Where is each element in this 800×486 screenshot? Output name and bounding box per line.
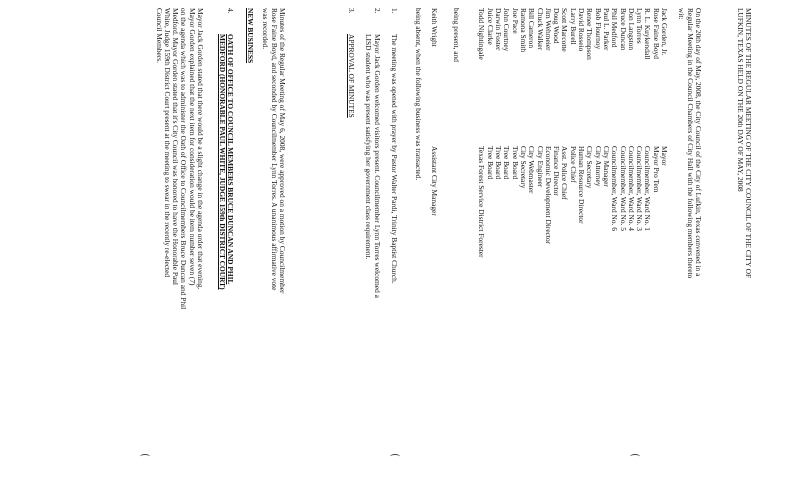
approval-heading: APPROVAL OF MINUTES [347,34,357,118]
member-title: City Secretary [585,146,595,189]
member-name: Don Langston [626,8,636,51]
member-name: Darwin Foster [494,8,504,51]
member-name: Bill Cameron [527,8,537,49]
approval-paragraph [261,8,286,468]
agenda-item-3 [347,8,355,478]
oath-heading-line-1: OATH OF OFFICE TO COUNCIL MEMBERS BRUCE DUNCAN AND PHIL [226,34,235,285]
member-title: Tree Board [510,146,520,180]
roster-row [610,8,618,468]
member-name: Bob Flournoy [593,8,603,50]
oath-line: on the agenda which was to administer the Oath of Office to Councilmembers Bruce Duncan and Phil [179,8,189,310]
roster-row [535,8,543,468]
intro-line-2: Regular Meeting in the Council Chambers of City Hall with the following members thereto [685,8,695,279]
member-name: David Rosseio [577,8,587,52]
member-name: Todd Nightingale [477,8,487,60]
approval-line-1: Minutes of the Regular Meeting of May 6, 2008, were approved on a motion by Councilmember [278,8,287,294]
member-title: City Secretary [518,146,528,189]
roster-row [593,8,601,468]
member-title: Tree Board [494,146,504,180]
absent-member-row [429,8,438,468]
member-title: City Attorney [593,146,603,187]
item-text-line: The meeting was opened with prayer by Pastor Walter Pardi, Trinity Baptist Church. [390,34,399,284]
roster-row [510,8,518,468]
oath-line: White, Judge 159th District Court present at the meeting to swear in the recently re-elected [162,8,172,278]
oath-line: Council Members. [154,8,164,64]
member-name: Phil Medford [610,8,620,48]
being-present-text: being present, and [452,8,461,62]
member-name: Jim Wehmeier [543,8,553,51]
roster-row [585,8,593,468]
roster-row [502,8,510,468]
member-title: Tree Board [485,146,495,180]
roster-row [643,8,651,468]
roster-row [485,8,493,468]
agenda-items [338,8,398,478]
member-title: Councilmember, Ward No. 6 [610,146,620,231]
member-title: Finance Director [552,146,562,196]
member-name: Juice Clarke [485,8,495,45]
member-name: Paul L. Parker [601,8,611,51]
absent-member-name: Keith Wright [430,8,439,47]
member-title: City Manager [601,146,611,187]
member-name: R. L. Kuykendall [643,8,653,60]
item-text-line: Mayor Jack Gorden welcomed visitors present. Councilmember Lynn Torres welcomed a [372,34,382,298]
roster-row [544,8,552,468]
member-title: Human Resource Director [577,146,587,224]
member-title: Police Chief [568,146,578,183]
member-title: Tree Board [502,146,512,180]
intro-line-1: On the 20th day of May, 2008, the City Council of the City of Lufkin, Texas convened in a [694,8,703,277]
agenda-item-1 [390,8,398,478]
margin-mark [140,454,150,459]
member-name: Doug Wood [552,8,562,44]
oath-line: Mayor Gorden explained that the next item for consideration would be item number seven (7) [187,8,197,286]
member-name: Rose Faine Boyd [651,8,661,59]
title-line-2: LUFKIN, TEXAS HELD ON THE 20th DAY OF MAY, 2008 [735,8,745,192]
member-name: Chuck Walker [535,8,545,51]
roster-row [568,8,576,468]
roster-row [477,8,485,468]
oath-paragraph [154,8,204,468]
oath-line: Medford. Mayor Gorden stated that it's City Council was honored to have the Honorable Paul [171,8,181,285]
roster-row [577,8,585,468]
member-name: Scott Marcotte [560,8,570,52]
member-title: Councilmember, Ward No. 5 [618,146,628,231]
member-title: City Webmaster [527,146,537,194]
roster-row [627,8,635,468]
roster-row [552,8,560,468]
oath-heading-line-2: MEDFORD (HONORABLE PAUL WHITE, JUDGE 159th DISTRICT COURT) [217,34,227,290]
member-title: Mayor Pro Tem [651,146,661,193]
member-title: Economic Development Director [543,146,553,245]
roster-row [618,8,626,468]
roster-row [527,8,535,468]
member-name: Jack Gorden, Jr. [660,8,669,56]
approval-line-2: Rose Faine Boyd, and seconded by Councilmember Lynn Torres. A unanimous affirmative vote [269,8,279,291]
member-title: Mayor [660,146,669,166]
member-title: Councilmember, Ward No. 1 [643,146,653,231]
roster-row [560,8,568,468]
item-number: 2. [372,8,382,14]
member-name: Ramona Smith [518,8,528,53]
item-number: 3. [347,8,357,14]
roster-row [635,8,643,468]
member-title: Councilmember, Ward No. 4 [626,146,636,231]
absent-member-title: Assistant City Manager [430,146,439,216]
margin-mark [630,454,640,459]
item-number: 4. [226,8,235,14]
roster-row [494,8,502,468]
oath-line: Mayor Jack Gorden stated that there would be a slight change in the agenda order that evening. [196,8,205,290]
margin-mark [390,454,400,459]
member-title: Councilmember, Ward No. 3 [635,146,645,231]
attendance-roster [477,8,668,468]
member-name: Bruce Duncan [618,8,628,51]
approval-line-3: was recorded. [261,8,271,50]
item-number: 1. [390,8,399,14]
member-title: City Engineer [535,146,545,188]
agenda-item-2 [364,8,381,478]
item-text-line: LISD student who was present satisfying her government class requirement. [364,34,374,260]
member-name: John Courtney [502,8,512,52]
roster-row [660,8,668,468]
roster-row [519,8,527,468]
intro-line-3: wit: [677,8,687,20]
member-name: Lynn Torres [635,8,645,44]
member-title: Asst. Police Chief [560,146,570,200]
title-line-1: MINUTES OF THE REGULAR MEETING OF THE CITY COUNCIL OF THE CITY OF [744,8,753,279]
minutes-title [735,8,752,478]
absent-text: being absent, when the following business was transacted. [414,8,423,181]
member-name: Larry Burell [568,8,578,45]
new-business-heading: NEW BUSINESS [246,8,255,64]
roster-row [602,8,610,468]
member-name: Renee Thompson [585,8,595,60]
roster-row [651,8,659,468]
member-title: Texas Forest Service District Forester [477,146,487,258]
member-name: Joe Pace [510,8,520,34]
intro-paragraph [677,8,702,458]
